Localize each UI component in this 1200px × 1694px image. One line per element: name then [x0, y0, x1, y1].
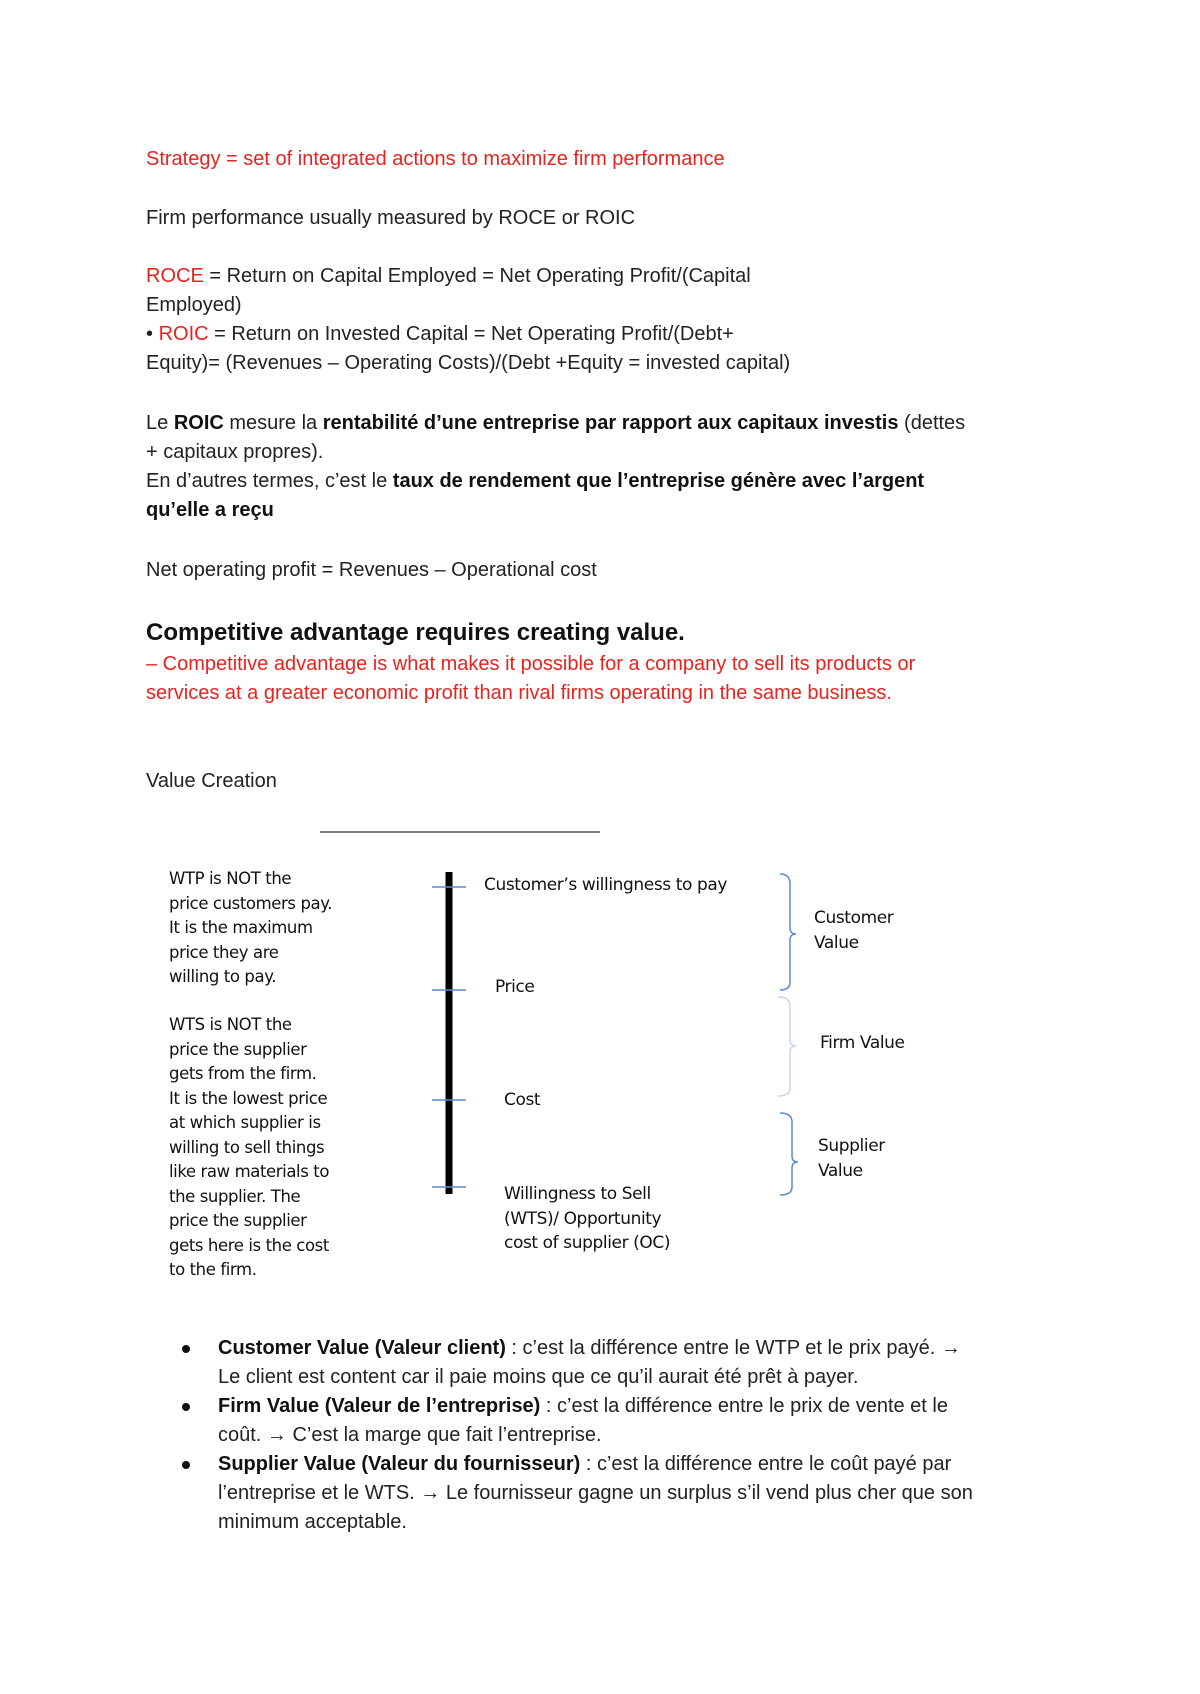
- value-bullet-list: [146, 1334, 1076, 1537]
- bullet-text: Le client est content car il paie moins que ce qu’il aurait été prêt à payer.: [218, 1366, 859, 1388]
- bullet-text: l’entreprise et le WTS. → Le fournisseur gagne un surplus s’il vend plus cher que son: [218, 1482, 973, 1504]
- bullet-text: minimum acceptable.: [218, 1511, 407, 1533]
- wtp-note: [169, 867, 369, 990]
- roce-term: ROCE: [146, 265, 204, 287]
- customer-value-bracket: [780, 874, 796, 990]
- wtp-note-line: price they are: [169, 942, 279, 962]
- fr-text: En d’autres termes, c’est le: [146, 470, 393, 492]
- label-customer-value: [814, 906, 893, 955]
- bullet-term: Supplier Value (Valeur du fournisseur): [218, 1453, 581, 1475]
- fr-bold-recu: qu’elle a reçu: [146, 499, 274, 521]
- wts-note-line: at which supplier is: [169, 1113, 321, 1132]
- bullet-text: coût. → C’est la marge que fait l’entreprise.: [218, 1424, 602, 1446]
- fr-bold-roic: ROIC: [173, 412, 224, 434]
- competitive-def-line-2: services at a greater economic profit than rival firms operating in the same business.: [146, 682, 892, 704]
- value-creation-title: Value Creation: [146, 770, 277, 792]
- wts-label-line: (WTS)/ Opportunity: [504, 1208, 662, 1229]
- wts-note-line: willing to sell things: [169, 1137, 325, 1157]
- bullet-dot-icon: [182, 1461, 190, 1469]
- wts-note-line: gets from the firm.: [169, 1064, 317, 1083]
- bullet-text: : c’est la différence entre le coût payé par: [580, 1453, 952, 1475]
- supplier-value-line: Supplier: [818, 1136, 885, 1156]
- roic-rest-2: Equity)= (Revenues – Operating Costs)/(Debt +Equity = invested capital): [146, 352, 791, 374]
- roic-bullet: •: [146, 323, 159, 345]
- roce-rest-2: Employed): [146, 294, 242, 316]
- label-willingness-to-sell: [504, 1182, 670, 1256]
- wts-note-line: the supplier. The: [169, 1186, 301, 1206]
- list-item: [146, 1334, 1076, 1392]
- net-operating-profit: Net operating profit = Revenues – Operational cost: [146, 559, 597, 581]
- wts-note-line: price the supplier: [169, 1211, 307, 1230]
- fr-text: + capitaux propres).: [146, 441, 324, 463]
- strategy-definition: Strategy = set of integrated actions to maximize firm performance: [146, 148, 725, 170]
- wtp-note-line: It is the maximum: [169, 918, 313, 937]
- roic-term: ROIC: [158, 323, 209, 345]
- fr-bold-taux: taux de rendement que l’entreprise génère avec l’argent: [392, 470, 925, 492]
- customer-value-line: Value: [814, 932, 859, 953]
- supplier-value-line: Value: [818, 1160, 863, 1181]
- wts-note-line: gets here is the cost: [169, 1235, 329, 1255]
- label-price: Price: [495, 977, 535, 997]
- wtp-note-line: price customers pay.: [169, 893, 333, 913]
- bullet-text: : c’est la différence entre le prix de vente et le: [540, 1395, 948, 1417]
- firm-value-bracket: [778, 997, 796, 1096]
- performance-line: Firm performance usually measured by ROCE or ROIC: [146, 207, 636, 229]
- wts-note-line: price the supplier: [169, 1039, 307, 1059]
- wts-note-line: to the firm.: [169, 1260, 257, 1277]
- wts-label-line: Willingness to Sell: [504, 1184, 651, 1204]
- label-firm-value: Firm Value: [820, 1033, 905, 1053]
- supplier-value-bracket: [780, 1113, 798, 1195]
- bullet-dot-icon: [182, 1403, 190, 1411]
- list-item: [146, 1450, 1076, 1537]
- customer-value-line: Customer: [814, 908, 894, 928]
- wtp-note-line: willing to pay.: [169, 967, 277, 986]
- fr-text: mesure la: [223, 412, 323, 434]
- label-willingness-to-pay: Customer’s willingness to pay: [484, 875, 728, 895]
- roic-rest-1: = Return on Invested Capital = Net Operating Profit/(Debt+: [208, 323, 734, 345]
- wts-note-line: It is the lowest price: [169, 1088, 328, 1108]
- fr-text: Le: [146, 412, 174, 434]
- bullet-dot-icon: [182, 1345, 190, 1353]
- wts-note: [169, 1013, 369, 1277]
- label-cost: Cost: [504, 1090, 541, 1110]
- label-supplier-value: [818, 1134, 885, 1183]
- list-item: [146, 1392, 1076, 1450]
- bullet-term: Firm Value (Valeur de l’entreprise): [218, 1395, 541, 1417]
- section-heading: Competitive advantage requires creating value.: [146, 619, 685, 646]
- wts-label-line: cost of supplier (OC): [504, 1233, 671, 1253]
- wts-note-line: WTS is NOT the: [169, 1015, 292, 1034]
- wts-note-line: like raw materials to: [169, 1162, 330, 1181]
- bullet-term: Customer Value (Valeur client): [218, 1337, 506, 1359]
- fr-text: (dettes: [898, 412, 966, 434]
- roce-rest-1: = Return on Capital Employed = Net Operating Profit/(Capital: [203, 265, 751, 287]
- competitive-def-line-1: – Competitive advantage is what makes it possible for a company to sell its products or: [146, 653, 916, 675]
- bullet-text: : c’est la différence entre le WTP et le prix payé. →: [505, 1337, 961, 1359]
- wtp-note-line: WTP is NOT the: [169, 869, 292, 888]
- fr-bold-rentabilite: rentabilité d’une entreprise par rapport aux capitaux investis: [322, 412, 899, 434]
